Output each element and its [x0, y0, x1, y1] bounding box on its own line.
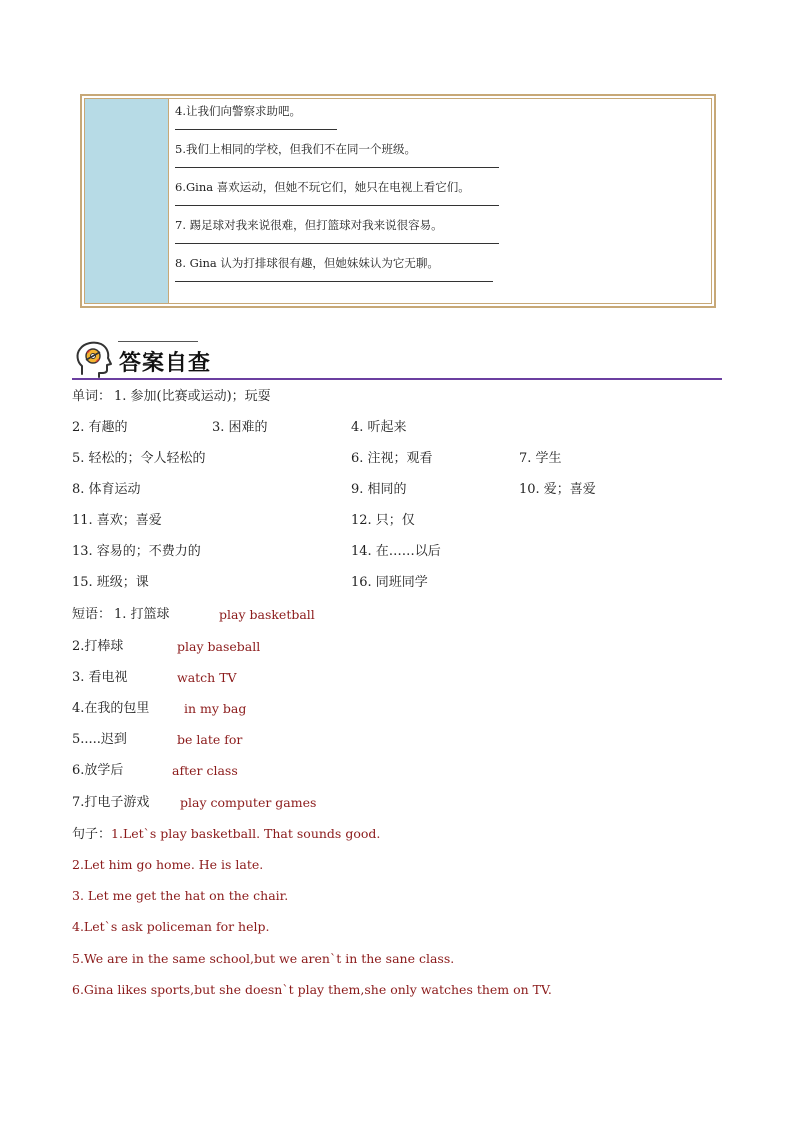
word-item: 10. 爱；喜爱 [519, 482, 596, 497]
sentence-text: 1.Let`s play basketball. That sounds good. [111, 826, 381, 841]
phrase-cn: 5.....迟到 [72, 732, 127, 747]
word-item: 16. 同班同学 [351, 575, 428, 590]
exercise-table [80, 94, 716, 308]
phrase-en: play basketball [219, 607, 315, 622]
word-item: 1. 参加(比赛或运动)；玩耍 [114, 389, 271, 404]
exercise-right-cell [169, 99, 711, 303]
phrases-label: 短语： [72, 607, 112, 622]
word-item: 5. 轻松的；令人轻松的 [72, 451, 206, 466]
exercise-left-cell [85, 99, 169, 303]
sentence-text: 3. Let me get the hat on the chair. [72, 888, 289, 903]
phrase-cn: 2.打棒球 [72, 639, 124, 654]
phrase-en: be late for [177, 732, 243, 747]
question-5: 5.我们上相同的学校，但我们不在同一个班级。 [175, 142, 416, 156]
word-item: 13. 容易的；不费力的 [72, 544, 201, 559]
phrase-cn: 1. 打篮球 [114, 607, 170, 622]
phrase-en: in my bag [184, 701, 247, 716]
sentence-row [72, 856, 263, 874]
question-7: 7. 踢足球对我来说很难，但打篮球对我来说很容易。 [175, 218, 443, 232]
word-item: 15. 班级；课 [72, 575, 149, 590]
word-item: 3. 困难的 [212, 420, 268, 435]
answer-line-5[interactable] [175, 167, 499, 168]
sentence-row [72, 825, 380, 844]
sentence-row [72, 981, 552, 999]
sentence-row [72, 887, 288, 905]
answer-line-8[interactable] [175, 281, 493, 282]
word-item: 14. 在……以后 [351, 544, 441, 559]
sentence-text: 6.Gina likes sports,but she doesn`t play them,she only watches them on TV. [72, 982, 552, 997]
words-label: 单词： [72, 389, 112, 404]
sentence-text: 5.We are in the same school,but we aren`t in the sane class. [72, 951, 455, 966]
head-gear-icon [74, 340, 114, 378]
question-8: 8. Gina 认为打排球很有趣，但她妹妹认为它无聊。 [175, 256, 439, 270]
word-item: 8. 体育运动 [72, 482, 141, 497]
word-item: 2. 有趣的 [72, 420, 128, 435]
sentences-label: 句子： [72, 827, 112, 842]
question-6: 6.Gina 喜欢运动，但她不玩它们，她只在电视上看它们。 [175, 180, 470, 194]
exercise-table-inner [84, 98, 712, 304]
phrase-en: play baseball [177, 639, 261, 654]
word-item: 11. 喜欢；喜爱 [72, 513, 162, 528]
phrase-en: play computer games [180, 795, 317, 810]
phrase-cn: 4.在我的包里 [72, 701, 150, 716]
answer-line-4[interactable] [175, 129, 337, 130]
phrase-en: after class [172, 763, 238, 778]
phrase-cn: 7.打电子游戏 [72, 795, 150, 810]
word-item: 9. 相同的 [351, 482, 407, 497]
word-item: 12. 只；仅 [351, 513, 415, 528]
sentence-text: 4.Let`s ask policeman for help. [72, 919, 270, 934]
question-4: 4.让我们向警察求助吧。 [175, 104, 301, 118]
section-title: 答案自查 [119, 351, 212, 376]
phrase-en: watch TV [177, 670, 237, 685]
answer-line-6[interactable] [175, 205, 499, 206]
section-overline [118, 341, 198, 342]
phrase-cn: 3. 看电视 [72, 670, 128, 685]
word-item: 7. 学生 [519, 451, 562, 466]
section-rule [72, 378, 722, 380]
sentence-row [72, 950, 454, 968]
sentence-row [72, 918, 269, 936]
answer-line-7[interactable] [175, 243, 499, 244]
sentence-text: 2.Let him go home. He is late. [72, 857, 264, 872]
phrase-cn: 6.放学后 [72, 763, 124, 778]
word-item: 4. 听起来 [351, 420, 407, 435]
word-item: 6. 注视；观看 [351, 451, 433, 466]
